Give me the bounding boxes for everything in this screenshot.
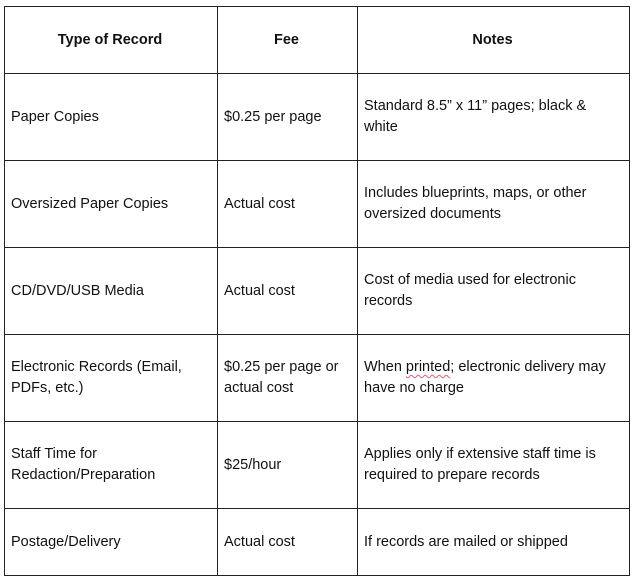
table-row <box>5 509 630 576</box>
cell-text: $25/hour <box>224 456 282 473</box>
cell-text: Cost of media used for electronic records <box>364 272 576 309</box>
table-row <box>5 161 630 248</box>
header-row <box>5 7 630 74</box>
cell-text: Actual cost <box>224 195 295 212</box>
cell-type[interactable] <box>5 422 218 509</box>
spellcheck-flagged-word[interactable]: printed <box>405 359 451 375</box>
cell-text: Actual cost <box>224 282 295 299</box>
cell-notes[interactable] <box>358 74 630 161</box>
cell-text: Postage/Delivery <box>11 533 121 550</box>
cell-notes[interactable] <box>358 509 630 576</box>
cell-text: Standard 8.5” x 11” pages; black & white <box>364 98 587 135</box>
cell-type[interactable] <box>5 161 218 248</box>
cell-type[interactable] <box>5 248 218 335</box>
header-fee: Fee <box>218 7 358 74</box>
cell-text: CD/DVD/USB Media <box>11 282 144 299</box>
cell-fee[interactable] <box>218 335 358 422</box>
cell-text: Oversized Paper Copies <box>11 195 169 212</box>
cell-text: $0.25 per page <box>224 108 322 125</box>
cell-text: $0.25 per page or actual cost <box>224 359 339 396</box>
fee-table-container <box>4 6 630 576</box>
cell-text: Includes blueprints, maps, or other oversized documents <box>364 185 587 222</box>
cell-notes[interactable] <box>358 161 630 248</box>
notes-text-pre: When <box>364 359 406 375</box>
cell-notes[interactable] <box>358 335 630 422</box>
cell-type[interactable] <box>5 74 218 161</box>
cell-fee[interactable] <box>218 161 358 248</box>
cell-text <box>364 357 621 399</box>
table-row <box>5 74 630 161</box>
header-type-of-record: Type of Record <box>5 7 218 74</box>
header-notes: Notes <box>358 7 630 74</box>
table-row <box>5 335 630 422</box>
cell-type[interactable] <box>5 509 218 576</box>
cell-text: Applies only if extensive staff time is required to prepare records <box>364 446 596 483</box>
cell-fee[interactable] <box>218 509 358 576</box>
cell-fee[interactable] <box>218 422 358 509</box>
cell-notes[interactable] <box>358 422 630 509</box>
cell-text: Electronic Records (Email, PDFs, etc.) <box>11 359 182 396</box>
cell-text: Staff Time for Redaction/Preparation <box>11 446 156 483</box>
cell-text: Actual cost <box>224 533 295 550</box>
cell-type[interactable] <box>5 335 218 422</box>
notes-text-post: ; electronic delivery may have no charge <box>364 359 606 396</box>
fee-table <box>4 6 630 576</box>
cell-notes[interactable] <box>358 248 630 335</box>
cell-fee[interactable] <box>218 248 358 335</box>
cell-text: If records are mailed or shipped <box>364 533 568 550</box>
cell-fee[interactable] <box>218 74 358 161</box>
table-row <box>5 422 630 509</box>
cell-text: Paper Copies <box>11 108 99 125</box>
table-row <box>5 248 630 335</box>
